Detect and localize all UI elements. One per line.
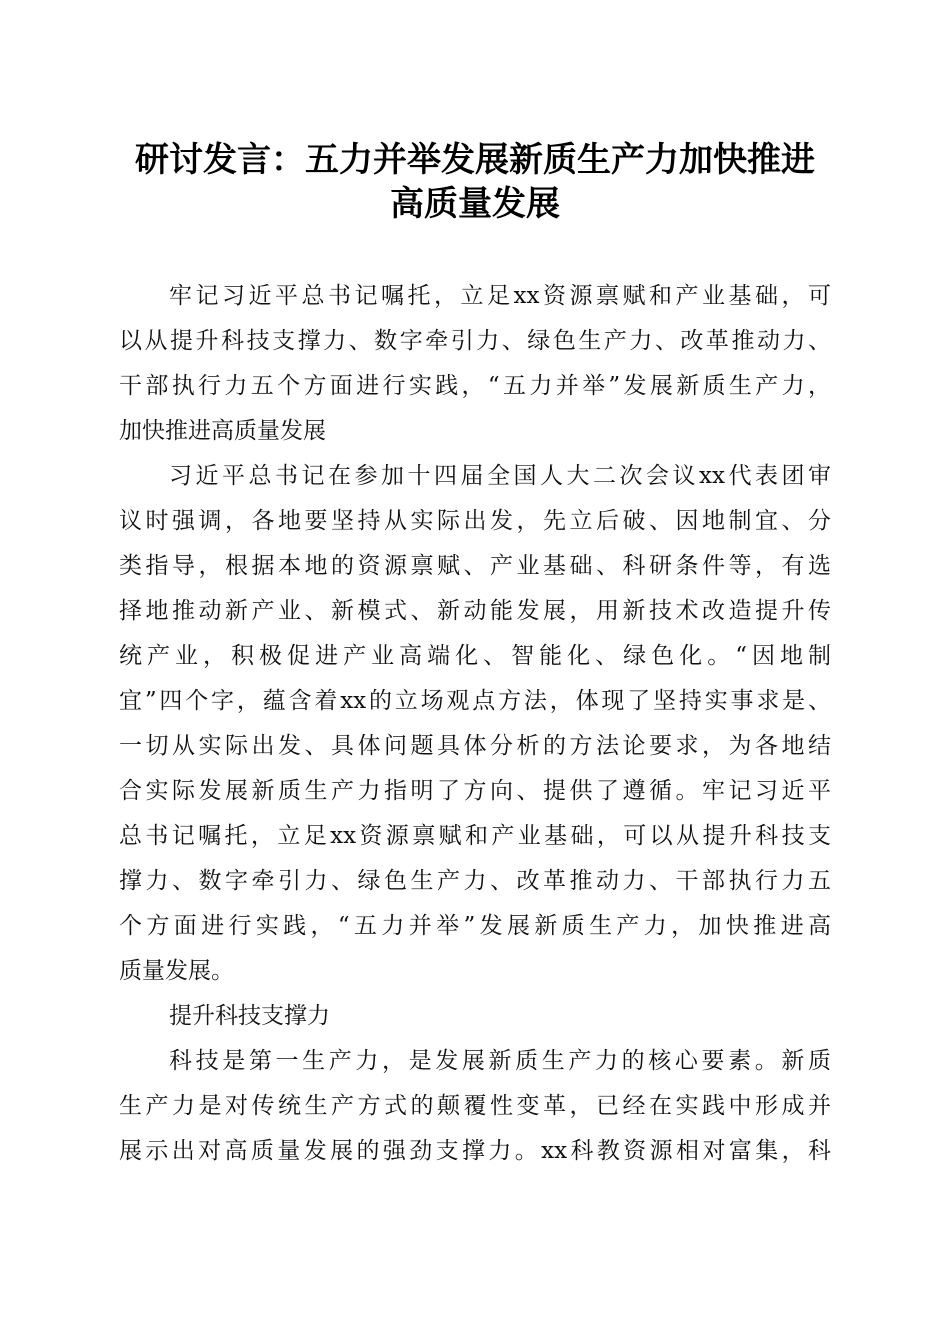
paragraph-line: 撑力、数字牵引力、绿色生产力、改革推动力、干部执行力五 xyxy=(119,868,831,894)
paragraph-line: 以从提升科技支撑力、数字牵引力、绿色生产力、改革推动力、 xyxy=(119,328,831,354)
paragraph-line: 习近平总书记在参加十四届全国人大二次会议xx代表团审 xyxy=(169,463,831,489)
paragraph-line: 干部执行力五个方面进行实践，“五力并举”发展新质生产力， xyxy=(119,373,831,399)
paragraph-line: 加快推进高质量发展 xyxy=(119,418,326,444)
paragraph-line: 合实际发展新质生产力指明了方向、提供了遵循。牢记习近平 xyxy=(119,778,831,804)
paragraph-line: 质量发展。 xyxy=(119,958,234,984)
paragraph-line: 类指导，根据本地的资源禀赋、产业基础、科研条件等，有选 xyxy=(119,553,831,579)
section-heading: 提升科技支撑力 xyxy=(169,1003,330,1029)
paragraph-line: 生产力是对传统生产方式的颠覆性变革，已经在实践中形成并 xyxy=(119,1093,831,1119)
paragraph-line: 展示出对高质量发展的强劲支撑力。xx科教资源相对富集，科 xyxy=(119,1138,831,1164)
paragraph-line: 总书记嘱托，立足xx资源禀赋和产业基础，可以从提升科技支 xyxy=(119,823,831,849)
paragraph-line: 科技是第一生产力，是发展新质生产力的核心要素。新质 xyxy=(169,1048,831,1074)
document-title-line-2: 高质量发展 xyxy=(390,184,560,224)
paragraph-line: 一切从实际出发、具体问题具体分析的方法论要求，为各地结 xyxy=(119,733,831,759)
paragraph-line: 牢记习近平总书记嘱托，立足xx资源禀赋和产业基础，可 xyxy=(169,283,831,309)
paragraph-line: 择地推动新产业、新模式、新动能发展，用新技术改造提升传 xyxy=(119,598,831,624)
paragraph-line: 宜”四个字，蕴含着xx的立场观点方法，体现了坚持实事求是、 xyxy=(119,688,831,714)
document-title-line-1: 研讨发言：五力并举发展新质生产力加快推进 xyxy=(135,140,815,180)
paragraph-line: 议时强调，各地要坚持从实际出发，先立后破、因地制宜、分 xyxy=(119,508,831,534)
paragraph-line: 个方面进行实践，“五力并举”发展新质生产力，加快推进高 xyxy=(119,913,831,939)
paragraph-line: 统产业，积极促进产业高端化、智能化、绿色化。“因地制 xyxy=(119,643,831,669)
